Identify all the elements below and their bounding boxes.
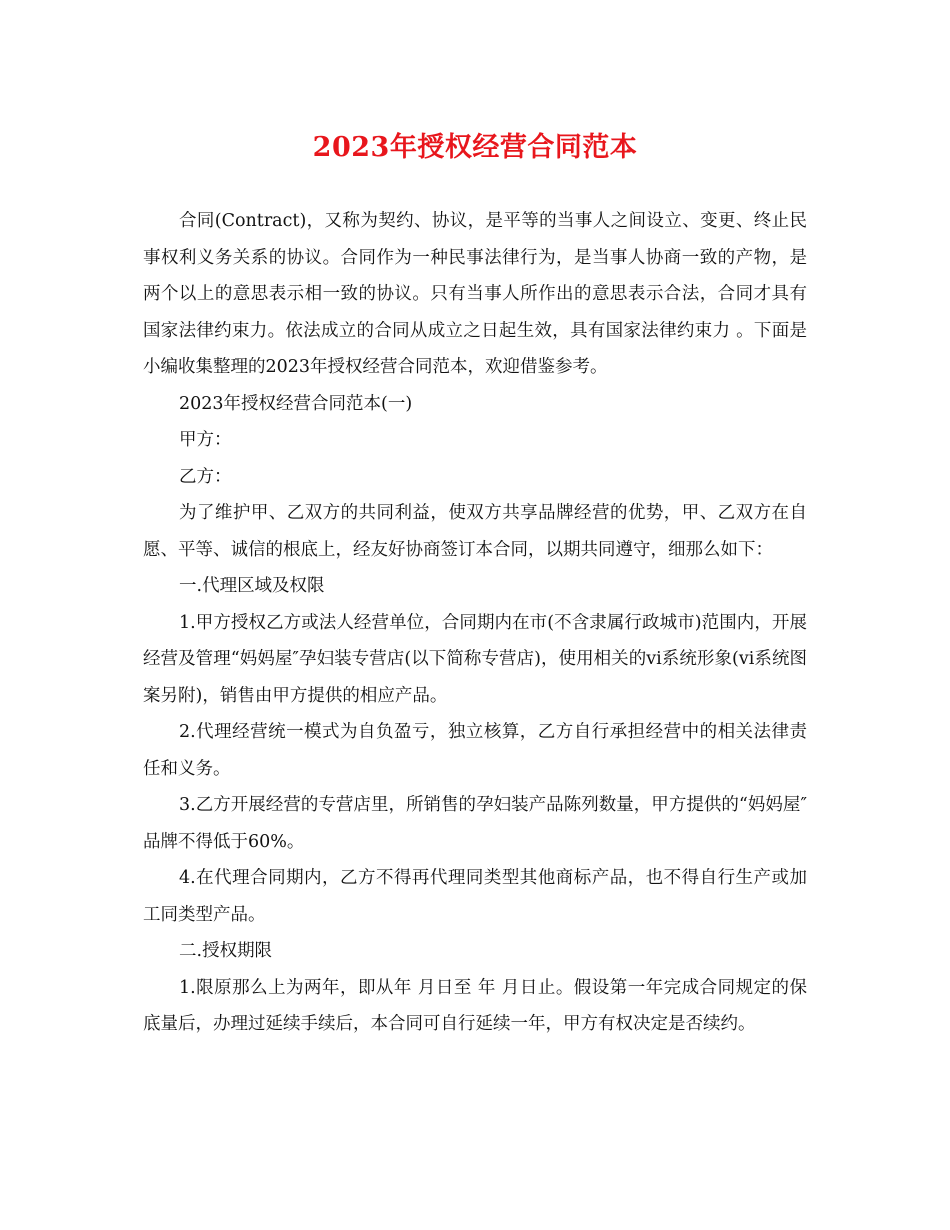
section-heading-2: 二.授权期限 — [179, 941, 273, 961]
paragraph-party-b: 乙方： — [179, 466, 232, 487]
paragraph-preamble: 为了维护甲、乙双方的共同利益，使双方共享品牌经营的优势，甲、乙双方在自愿、平等、诚信的根底上，经友好协商签订本合同，以期共同遵守，细那么如下： — [143, 503, 807, 560]
paragraph-intro: 合同(Contract)，又称为契约、协议，是平等的当事人之间设立、变更、终止民事权利义务关系的协议。合同作为一种民事法律行为，是当事人协商一致的产物，是两个以上的意思表示相一致的协议。只有当事人所作出的意思表示合法，合同才具有国家法律约束力。依法成立的合同从成立之日起生效，具有国家法律约束力 。下面是小编收集整理的2023年授权经营合同范本，欢迎借鉴参考。 — [143, 211, 807, 377]
document-body — [143, 203, 807, 1043]
clause-1-2: 2.代理经营统一模式为自负盈亏，独立核算，乙方自行承担经营中的相关法律责任和义务。 — [143, 722, 807, 779]
clause-1-4: 4.在代理合同期内，乙方不得再代理同类型其他商标产品，也不得自行生产或加工同类型产品。 — [143, 868, 807, 925]
paragraph-party-a: 甲方： — [179, 430, 232, 450]
clause-1-3: 3.乙方开展经营的专营店里，所销售的孕妇装产品陈列数量，甲方提供的“妈妈屋″品牌不得低于60%。 — [143, 795, 807, 852]
document-title: 2023年授权经营合同范本 — [312, 132, 638, 163]
section-heading-1: 一.代理区域及权限 — [179, 576, 325, 596]
clause-1-1: 1.甲方授权乙方或法人经营单位，合同期内在市(不含隶属行政城市)范围内，开展经营及管理“妈妈屋″孕妇装专营店(以下简称专营店)，使用相关的vi系统形象(vi系统图案另附)，销售由甲方提供的相应产品。 — [143, 612, 807, 706]
clause-2-1: 1.限原那么上为两年，即从年 月日至 年 月日止。假设第一年完成合同规定的保底量后，办理过延续手续后，本合同可自行延续一年，甲方有权决定是否续约。 — [143, 977, 807, 1034]
paragraph-subtitle: 2023年授权经营合同范本(一) — [179, 393, 413, 414]
